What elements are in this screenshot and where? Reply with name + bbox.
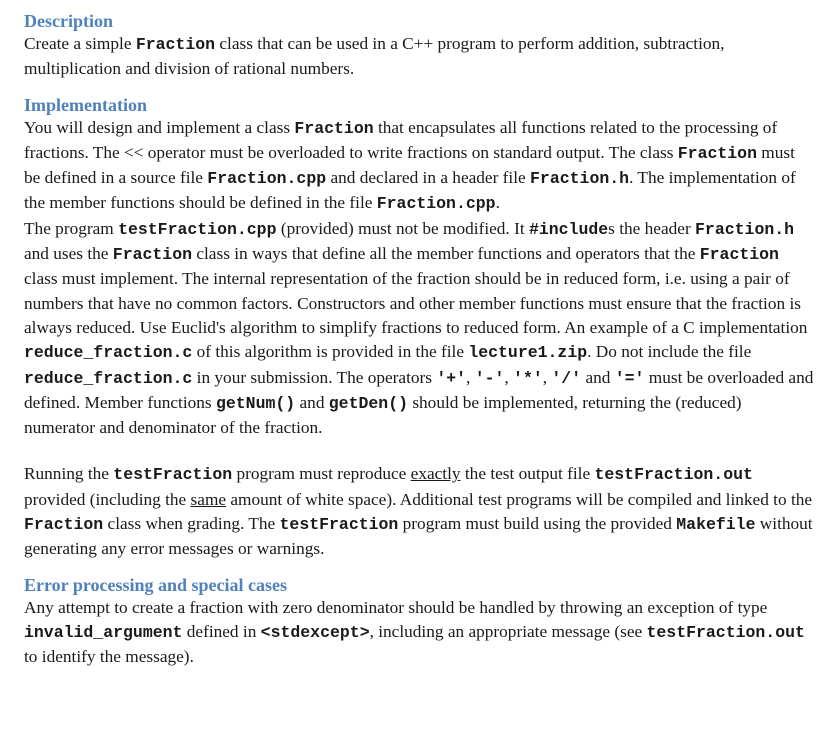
- code-term: Fraction.cpp: [376, 194, 496, 214]
- text-run: amount of white space). Additional test programs will be compiled and linked to the: [226, 489, 813, 509]
- text-run: to identify the message).: [24, 647, 194, 667]
- errors-section: [24, 574, 814, 670]
- code-term: Fraction.h: [530, 169, 630, 189]
- text-run: (provided) must not be modified. It: [276, 218, 529, 238]
- code-term: <stdexcept>: [260, 622, 370, 642]
- text-run: .: [495, 193, 500, 213]
- code-term: '*': [513, 368, 543, 388]
- description-section: [24, 10, 814, 82]
- text-run: program must build using the provided: [398, 514, 677, 534]
- code-term: #include: [528, 219, 609, 239]
- description-heading: Description: [24, 11, 113, 31]
- text-run: ,: [504, 367, 514, 387]
- text-run: that encapsulates all functions related to the processing of fractions. The << operator must be overloaded to write fractions on standard output. The class: [24, 117, 778, 162]
- text-run: ,: [542, 367, 552, 387]
- text-run: s the header: [608, 218, 696, 238]
- text-run: in your submission. The operators: [192, 367, 437, 387]
- code-term: testFraction: [113, 465, 233, 485]
- text-run: provided (including the: [24, 489, 191, 509]
- text-run: Create a simple: [24, 34, 136, 53]
- code-term: Fraction.h: [695, 219, 795, 239]
- errors-heading: Error processing and special cases: [24, 574, 288, 595]
- code-term: '/': [551, 368, 582, 388]
- text-run: Running the: [24, 464, 114, 484]
- code-term: Fraction: [112, 245, 193, 265]
- text-run: Any attempt to create a fraction with zero denominator should be handled by throwing an exception of type: [24, 597, 768, 617]
- text-run: . Do not include the file: [587, 342, 752, 362]
- implementation-paragraph-3: [24, 462, 814, 561]
- code-term: reduce_fraction.c: [24, 368, 193, 388]
- text-run: class must implement. The internal representation of the fraction should be in reduced form, i.e. using a pair of numbers that have no common factors. Constructors and other member functions must ensure that the fraction is always reduced. Use Euclid's algorithm to simplify fractions to reduced form. An example of a C implementation: [24, 269, 808, 337]
- code-term: lecture1.zip: [468, 343, 588, 363]
- code-term: invalid_argument: [24, 622, 183, 642]
- text-run: should be implemented, returning the (reduced) numerator and denominator of the fraction.: [24, 392, 742, 438]
- text-run: class when grading. The: [103, 514, 280, 534]
- text-run: class that can be used in a C++ program to perform addition, subtraction, multiplication and division of rational numbers.: [24, 34, 725, 79]
- code-term: Fraction: [294, 118, 374, 138]
- text-run: program must reproduce: [232, 464, 411, 484]
- code-term: '-': [474, 368, 505, 388]
- implementation-paragraph-2: [24, 217, 814, 441]
- code-term: reduce_fraction.c: [24, 343, 193, 363]
- errors-paragraph: [24, 596, 814, 670]
- code-term: testFraction: [279, 515, 399, 535]
- code-term: Fraction: [699, 245, 779, 265]
- code-term: testFraction.out: [594, 465, 753, 485]
- text-run: and: [295, 392, 329, 412]
- text-run: and uses the: [24, 244, 113, 264]
- text-run: . The implementation of the member functions should be defined in the file: [24, 168, 796, 213]
- implementation-heading: Implementation: [24, 94, 147, 115]
- text-run: defined in: [182, 621, 261, 641]
- text-run: must be overloaded and defined. Member functions: [24, 367, 814, 412]
- code-term: '=': [614, 368, 645, 388]
- emphasis-underline: exactly: [410, 464, 461, 484]
- text-run: class in ways that define all the member functions and operators that the: [192, 244, 700, 264]
- text-run: ,: [466, 367, 475, 387]
- code-term: getDen(): [328, 393, 408, 413]
- implementation-section: [24, 94, 814, 562]
- code-term: Fraction.cpp: [207, 169, 327, 189]
- text-run: The program: [24, 218, 119, 238]
- text-run: without generating any error messages or warnings.: [24, 514, 813, 559]
- text-run: , including an appropriate message (see: [369, 621, 647, 641]
- code-term: '+': [436, 368, 467, 388]
- text-run: the test output file: [460, 464, 595, 484]
- code-term: Makefile: [676, 515, 756, 535]
- code-term: testFraction.cpp: [118, 219, 277, 239]
- document: [24, 10, 814, 670]
- code-term: Fraction: [135, 35, 216, 54]
- code-term: testFraction.out: [646, 622, 805, 642]
- text-run: must be defined in a source file: [24, 142, 795, 188]
- emphasis-underline: same: [190, 489, 227, 509]
- code-term: Fraction: [24, 515, 104, 535]
- text-run: of this algorithm is provided in the file: [192, 342, 469, 362]
- text-run: and: [581, 367, 615, 387]
- code-term: Fraction: [677, 143, 757, 163]
- implementation-paragraph-1: [24, 116, 814, 217]
- description-paragraph: [24, 32, 814, 82]
- code-term: getNum(): [215, 393, 296, 413]
- text-run: You will design and implement a class: [24, 117, 295, 137]
- text-run: and declared in a header file: [326, 168, 531, 188]
